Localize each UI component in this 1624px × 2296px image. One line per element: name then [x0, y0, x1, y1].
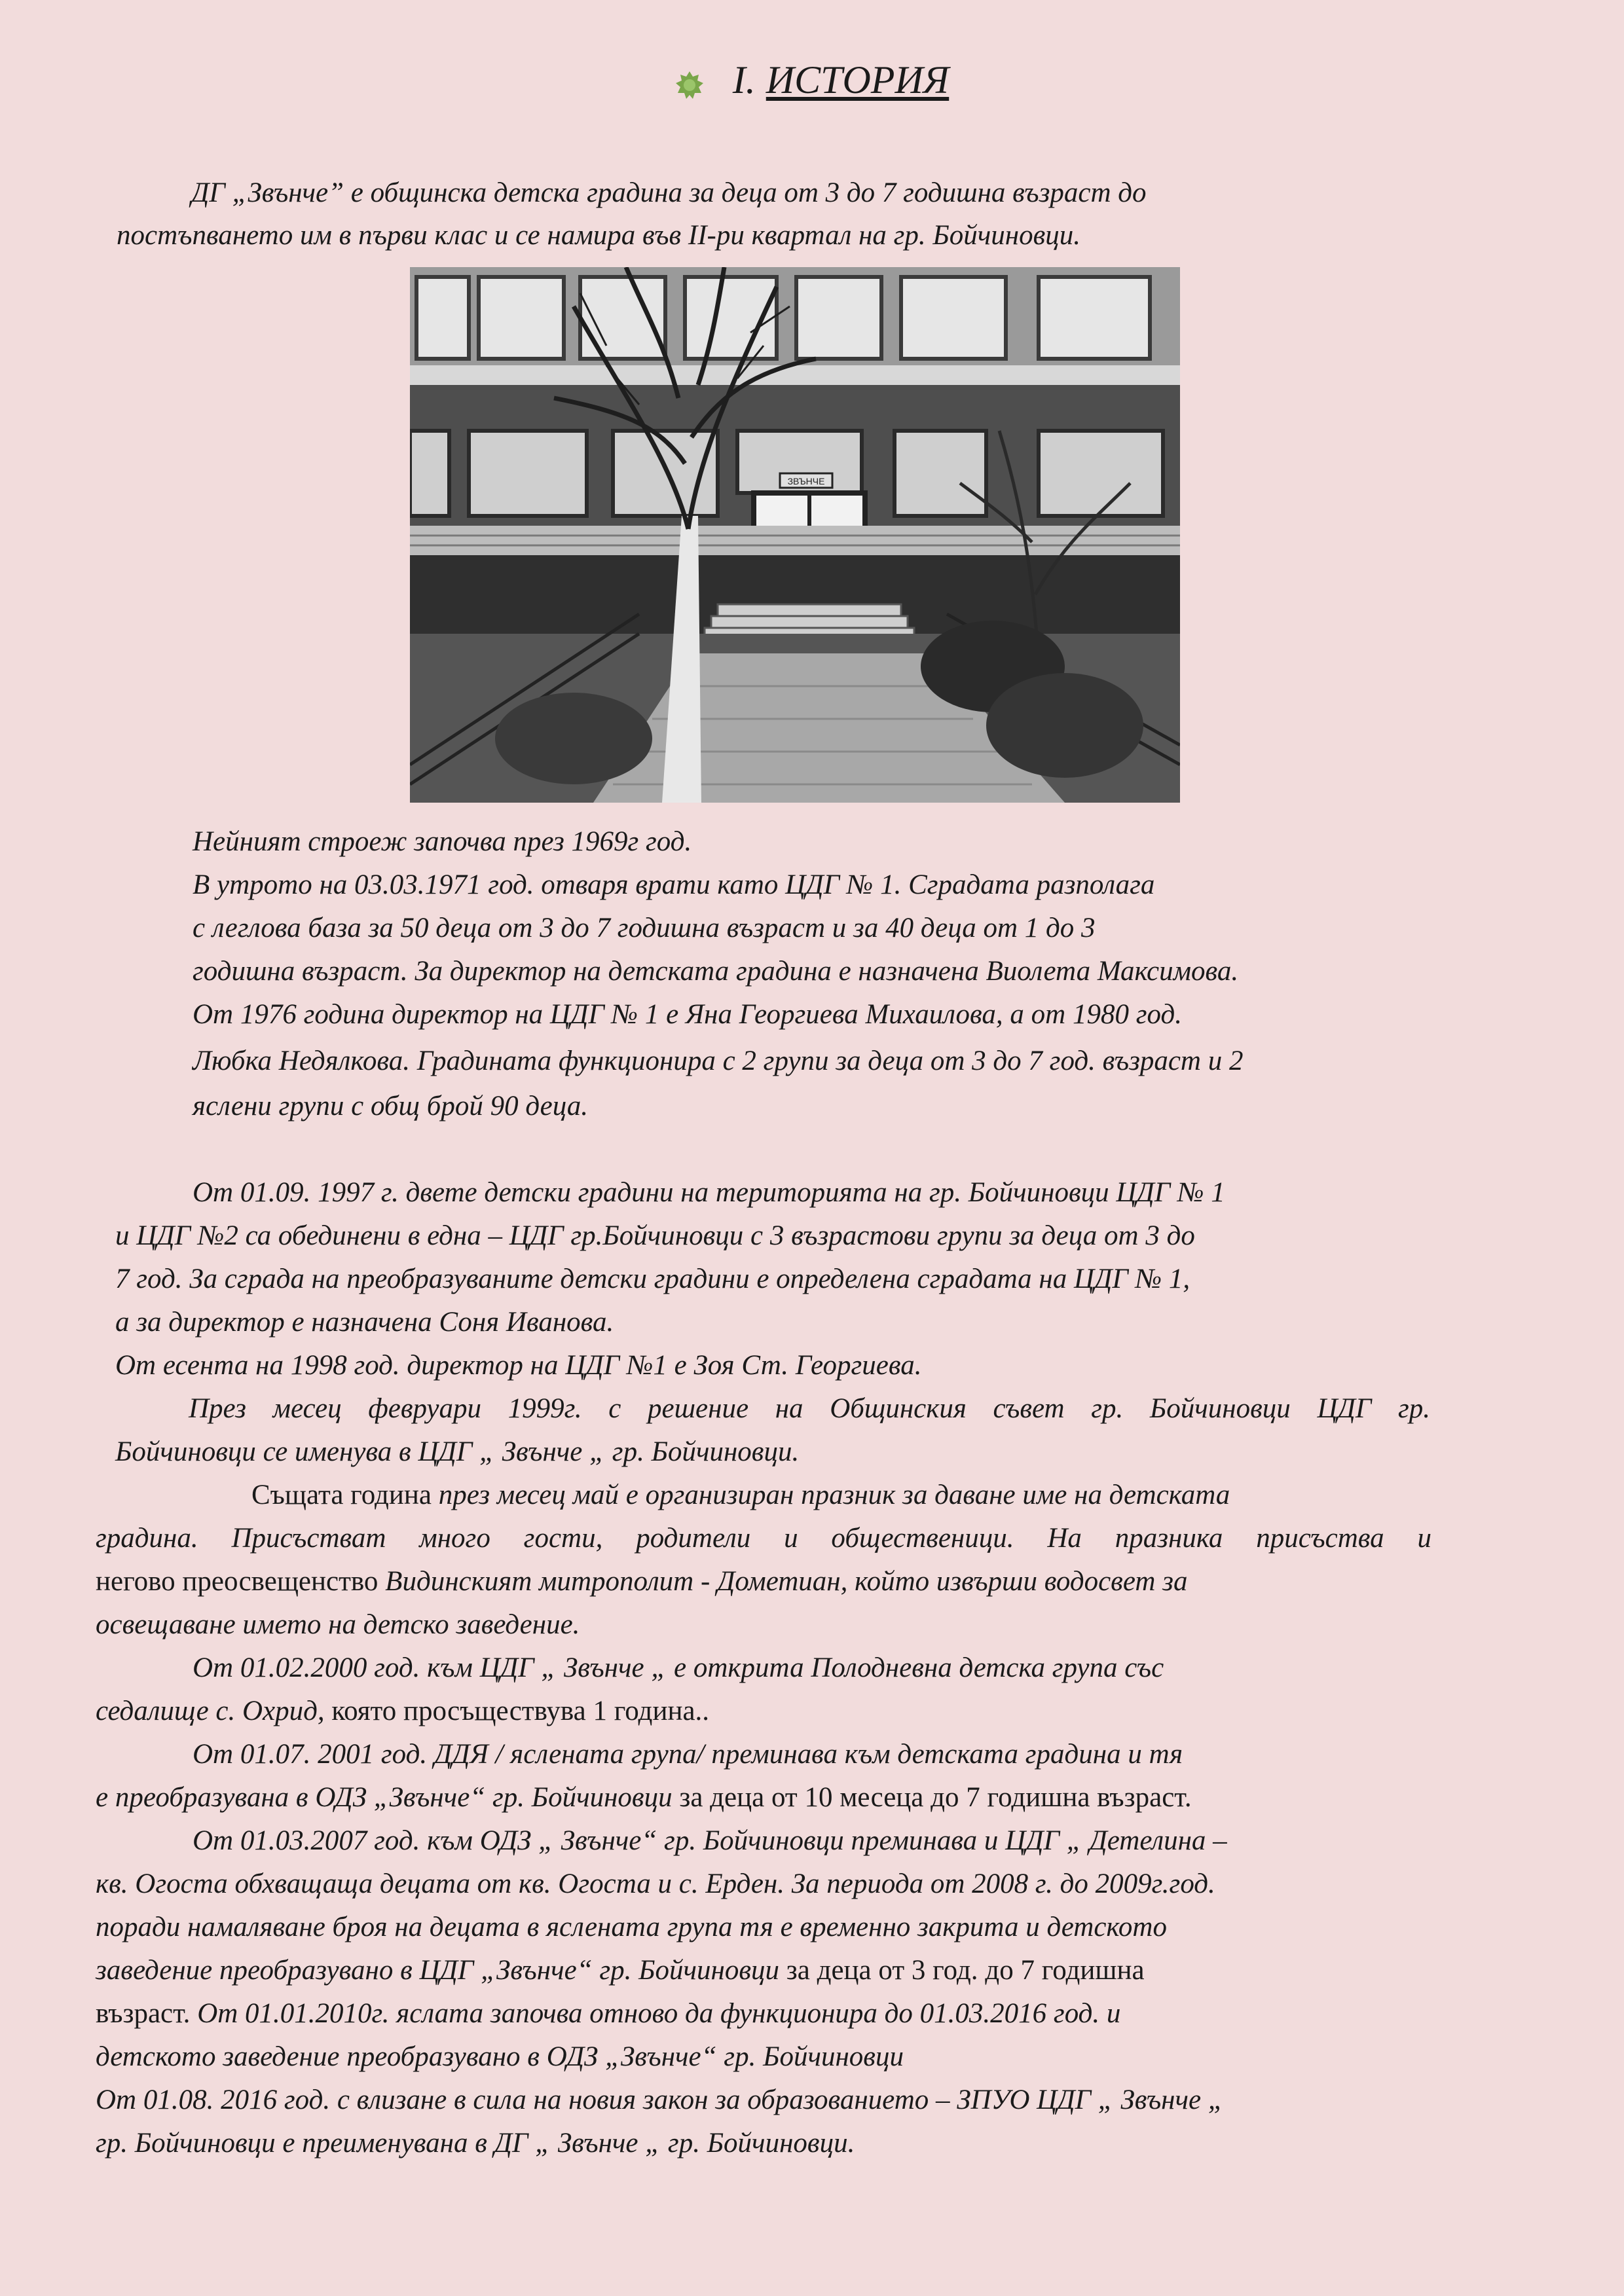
block3-line-6-italic: седалище с. Охрид,	[96, 1696, 332, 1726]
block3-line-8-italic: е преобразувана в ОДЗ „Звънче“ гр. Бойчиновци	[96, 1782, 680, 1813]
block2-line-3: 7 год. За сграда на преобразуваните детски градини е определена сградата на ЦДГ № 1,	[115, 1264, 1190, 1294]
block3-line-4: освещаване името на детско заведение.	[96, 1609, 580, 1640]
building-sign-text: ЗВЪНЧЕ	[787, 476, 825, 486]
block3-line-6	[96, 1692, 709, 1731]
block3-line-3	[96, 1562, 1187, 1601]
block2-line-2: и ЦДГ №2 са обединени в една – ЦДГ гр.Бойчиновци с 3 възрастови групи за деца от 3 до	[115, 1220, 1195, 1251]
block3-line-5: От 01.02.2000 год. към ЦДГ „ Звънче „ е открита Полодневна детска група със	[193, 1652, 1164, 1683]
block3-line-2: градина. Присъстват много гости, родители и общественици. На празника присъства и	[96, 1523, 1431, 1554]
section-heading	[0, 58, 1624, 103]
block3-line-9: От 01.03.2007 год. към ОДЗ „ Звънче“ гр. Бойчиновци преминава и ЦДГ „ Детелина –	[193, 1825, 1227, 1856]
block3-line-15: От 01.08. 2016 год. с влизане в сила на новия закон за образованието – ЗПУО ЦДГ „ Звънче „	[96, 2085, 1224, 2115]
block1-line-5: От 1976 година директор на ЦДГ № 1 е Яна Георгиева Михаилова, а от 1980 год.	[193, 999, 1182, 1030]
block3-line-8-upright: за деца от 10 месеца до 7 годишна възраст.	[679, 1782, 1192, 1813]
block3-line-3-upright: негово преосвещенство	[96, 1566, 386, 1597]
block2-line-1: От 01.09. 1997 г. двете детски градини на територията на гр. Бойчиновци ЦДГ № 1	[193, 1177, 1225, 1208]
block3-line-1-upright: Същата година	[251, 1480, 439, 1510]
block3-line-10: кв. Огоста обхващаща децата от кв. Огоста и с. Ерден. За периода от 2008 г. до 2009г.год.	[96, 1868, 1215, 1899]
block1-line-1: Нейният строеж започва през 1969г год.	[193, 826, 692, 857]
block3-line-13	[96, 1994, 1120, 2033]
block1-line-2: В утрото на 03.03.1971 год. отваря врати като ЦДГ № 1. Сградата разполага	[193, 869, 1155, 900]
block3-line-12-upright: за деца от 3 год. до 7 годишна	[786, 1955, 1145, 1986]
block3-line-8	[96, 1778, 1192, 1817]
intro-line-2: постъпването им в първи клас и се намира във II-ри квартал на гр. Бойчиновци.	[117, 220, 1081, 251]
block3-line-7: От 01.07. 2001 год. ДДЯ / яслената група/ преминава към детската градина и тя	[193, 1739, 1183, 1770]
block2-line-4: а за директор е назначена Соня Иванова.	[115, 1307, 614, 1338]
block1-line-4: годишна възраст. За директор на детската градина е назначена Виолета Максимова.	[193, 956, 1239, 987]
block1-line-7: яслени групи с общ брой 90 деца.	[193, 1091, 588, 1121]
block3-line-11: поради намаляване броя на децата в яслената група тя е временно закрита и детското	[96, 1912, 1167, 1942]
section-number: I.	[732, 58, 756, 101]
block3-line-14: детското заведение преобразувано в ОДЗ „Звънче“ гр. Бойчиновци	[96, 2041, 904, 2072]
block1-line-3: с леглова база за 50 деца от 3 до 7 годишна възраст и за 40 деца от 1 до 3	[193, 913, 1096, 943]
block3-line-16: гр. Бойчиновци е преименувана в ДГ „ Звънче „ гр. Бойчиновци.	[96, 2128, 855, 2159]
block1-line-6: Любка Недялкова. Градината функционира с 2 групи за деца от 3 до 7 год. възраст и 2	[193, 1046, 1244, 1076]
block3-line-1	[251, 1476, 1230, 1515]
block3-line-3-italic: Видинският митрополит - Дометиан, който извърши водосвет за	[385, 1566, 1188, 1597]
block3-line-6-upright: която просъществува 1 година..	[331, 1696, 710, 1726]
block3-line-12	[96, 1951, 1145, 1990]
block3-line-13-upright: възраст.	[96, 1998, 198, 2029]
kindergarten-building-photo	[410, 267, 1180, 803]
block2-line-6: През месец февруари 1999г. с решение на Общинския съвет гр. Бойчиновци ЦДГ гр.	[189, 1393, 1430, 1424]
section-title: ИСТОРИЯ	[766, 58, 950, 101]
intro-line-1: ДГ „Звънче” е общинска детска градина за деца от 3 до 7 годишна възраст до	[191, 177, 1147, 208]
block2-line-7: Бойчиновци се именува в ЦДГ „ Звънче „ гр. Бойчиновци.	[115, 1436, 800, 1467]
leaf-bullet-icon	[675, 64, 704, 93]
block3-line-1-italic: през месец май е организиран празник за даване име на детската	[438, 1480, 1230, 1510]
block2-line-5: От есента на 1998 год. директор на ЦДГ №1 е Зоя Ст. Георгиева.	[115, 1350, 922, 1381]
block3-line-13-italic: От 01.01.2010г. яслата започва отново да функционира до 01.03.2016 год. и	[197, 1998, 1121, 2029]
block3-line-12-italic: заведение преобразувано в ЦДГ „Звънче“ гр. Бойчиновци	[96, 1955, 786, 1986]
